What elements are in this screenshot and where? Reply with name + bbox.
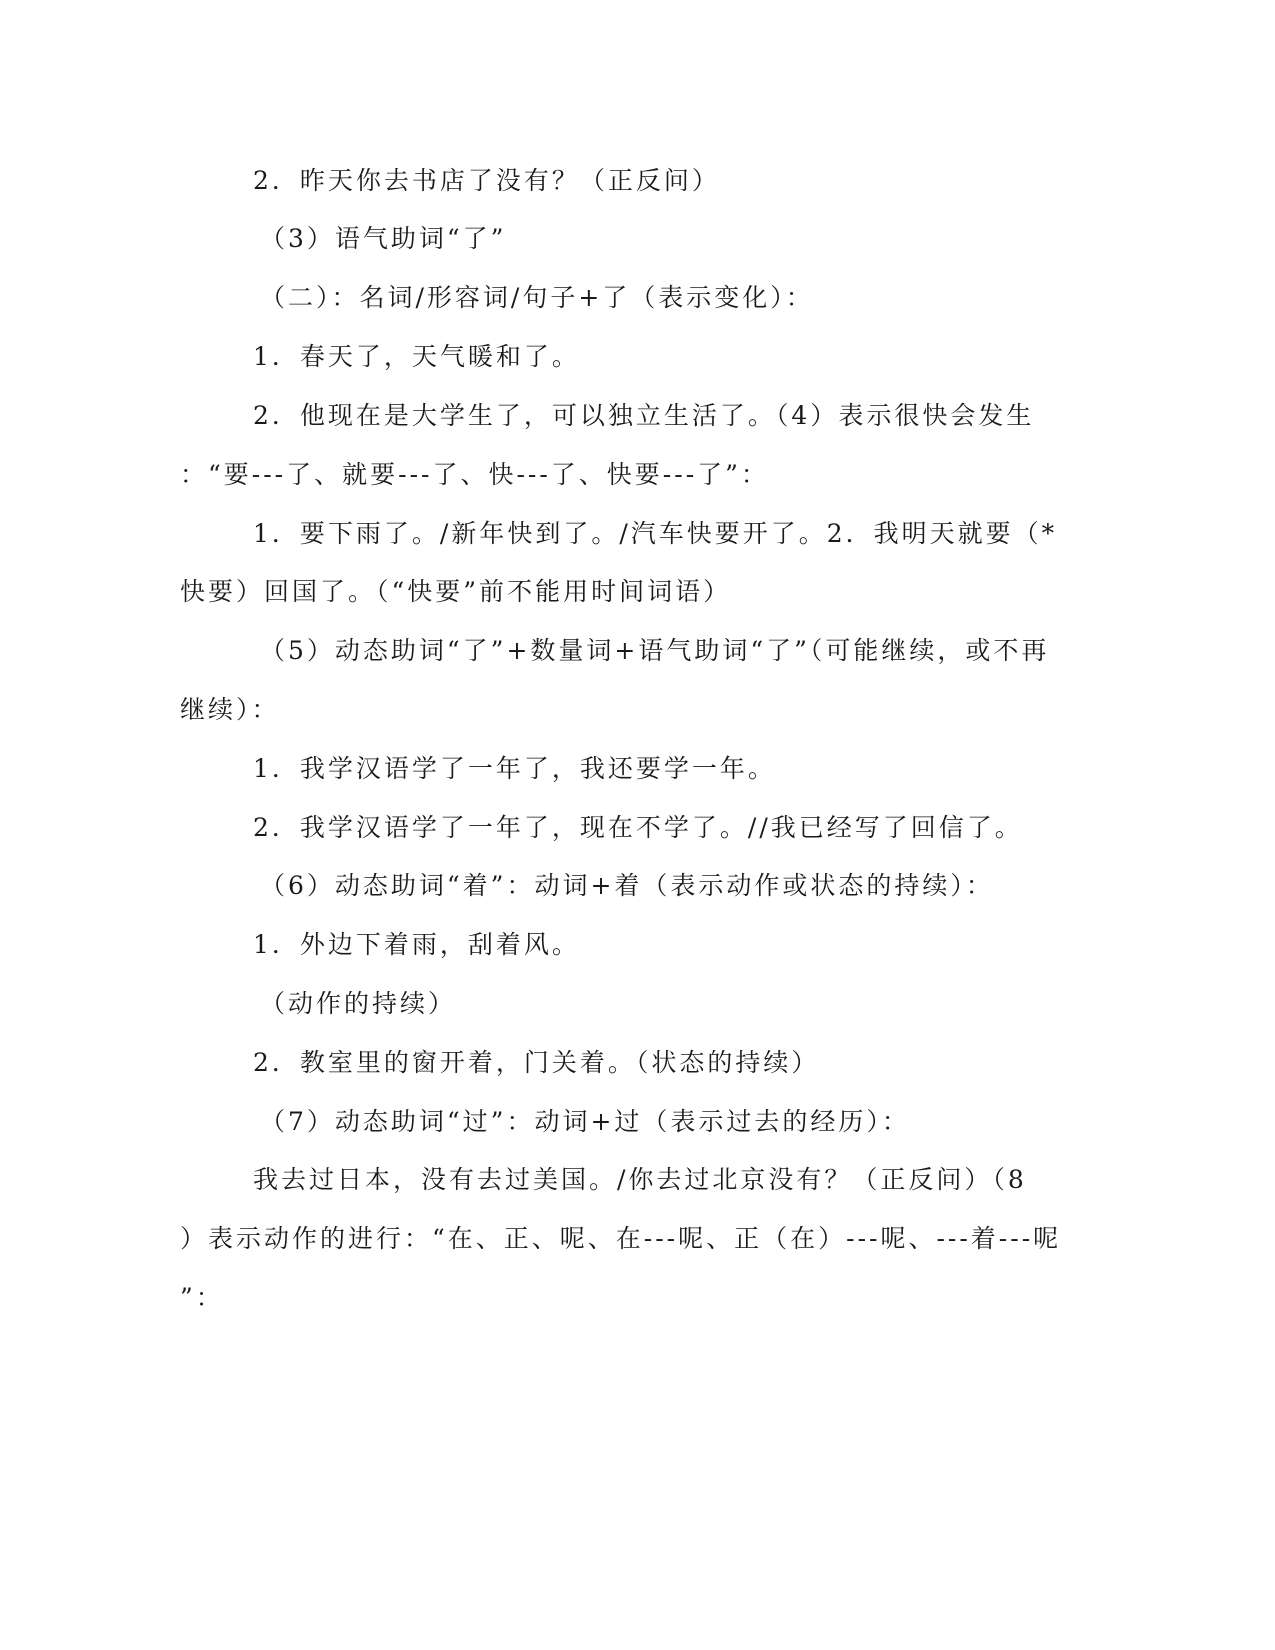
text-line-3: （二）：名词/形容词/句子+了（表示变化）：	[260, 283, 814, 312]
text-line-17: （7）动态助词“过”：动词+过（表示过去的经历）：	[260, 1107, 910, 1136]
text-line-20: ”：	[180, 1283, 224, 1312]
text-line-8: 快要）回国了。（“快要”前不能用时间词语）	[180, 577, 732, 606]
text-line-7: 1．要下雨了。/新年快到了。/汽车快要开了。2．我明天就要（*	[253, 519, 1058, 548]
text-line-9: （5）动态助词“了”+数量词+语气助词“了”（可能继续，或不再	[260, 636, 1050, 665]
text-line-10: 继续）：	[180, 695, 280, 724]
text-line-12: 2．我学汉语学了一年了，现在不学了。//我已经写了回信了。	[253, 813, 1023, 842]
text-line-4: 1．春天了，天气暖和了。	[253, 342, 580, 371]
text-line-16: 2．教室里的窗开着，门关着。（状态的持续）	[253, 1048, 820, 1077]
text-line-2: （3）语气助词“了”	[260, 224, 507, 253]
text-line-15: （动作的持续）	[260, 989, 457, 1018]
text-line-1: 2．昨天你去书店了没有？（正反问）	[253, 166, 720, 195]
text-line-18: 我去过日本，没有去过美国。/你去过北京没有？（正反问）（8	[253, 1165, 1027, 1194]
text-line-13: （6）动态助词“着”：动词+着（表示动作或状态的持续）：	[260, 871, 994, 900]
text-line-19: ）表示动作的进行：“在、正、呢、在---呢、正（在）---呢、---着---呢	[180, 1224, 1062, 1253]
text-line-11: 1．我学汉语学了一年了，我还要学一年。	[253, 754, 776, 783]
text-line-14: 1．外边下着雨，刮着风。	[253, 930, 580, 959]
text-line-5: 2．他现在是大学生了，可以独立生活了。（4）表示很快会发生	[253, 401, 1035, 430]
text-line-6: ：“要---了、就要---了、快---了、快要---了”：	[180, 460, 769, 489]
